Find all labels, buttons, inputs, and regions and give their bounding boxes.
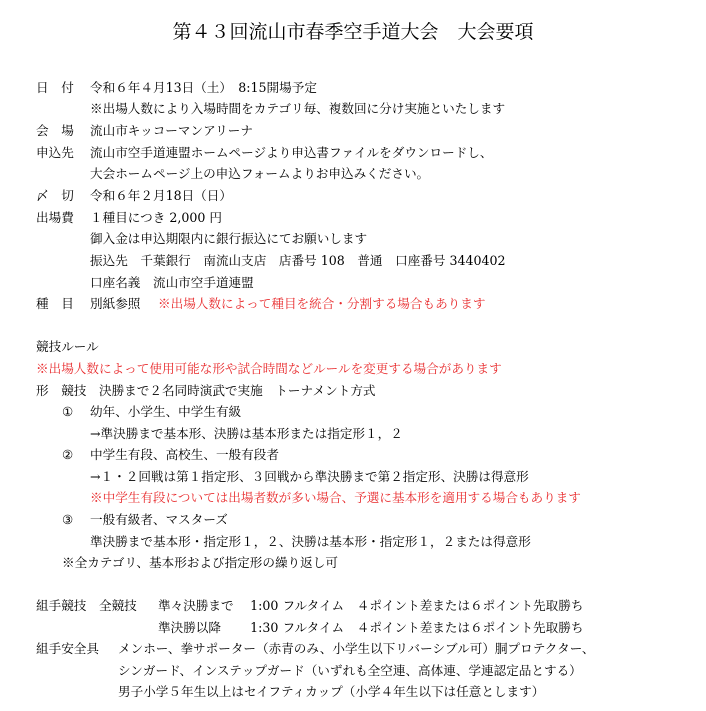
fee-account-name: 口座名義 流山市空手道連盟 — [90, 275, 254, 290]
document-title: 第４３回流山市春季空手道大会 大会要項 — [172, 21, 534, 43]
kata-intro: 形 競技 決勝まで２名同時演武で実施 トーナメント方式 — [36, 383, 376, 398]
gear-line1: メンホー、拳サポーター（赤青のみ、小学生以下リバーシブル可）胴プロテクター、 — [118, 641, 595, 656]
gear-line2: シンガード、インステップガード（いずれも全空連、高体連、学連認定品とする） — [118, 663, 582, 678]
rules-heading: 競技ルール — [36, 339, 99, 354]
deadline-value: 令和６年２月18日（日） — [90, 188, 232, 203]
kata-note: ※全カテゴリ、基本形および指定形の繰り返し可 — [62, 555, 338, 570]
kata-item2-note: ※中学生有段については出場者数が多い場合、予選に基本形を適用する場合もあります — [90, 490, 581, 505]
events-note: ※出場人数によって種目を統合・分割する場合もあります — [158, 296, 486, 311]
date-label: 日 付 — [36, 80, 74, 95]
kumite-label: 組手競技 全競技 — [36, 598, 137, 613]
kata-item1-title: 幼年、小学生、中学生有級 — [90, 404, 242, 419]
application-line1: 流山市空手道連盟ホームページより申込書ファイルをダウンロードし、 — [90, 145, 493, 160]
fee-value: １種目につき 2,000 円 — [90, 210, 222, 225]
date-value: 令和６年４月13日（土） 8:15開場予定 — [90, 80, 317, 95]
kata-item2-title: 中学生有段、高校生、一般有段者 — [90, 447, 279, 462]
gear-line3: 男子小学５年生以上はセイフティカップ（小学４年生以下は任意とします） — [118, 684, 545, 699]
application-label: 申込先 — [36, 145, 74, 160]
kata-item2-detail: →１・２回戦は第１指定形、３回戦から準決勝まで第２指定形、決勝は得意形 — [90, 469, 529, 484]
rules-note: ※出場人数によって使用可能な形や試合時間などルールを変更する場合があります — [36, 361, 502, 376]
events-value: 別紙参照 — [90, 296, 141, 311]
kata-item1-detail: →準決勝まで基本形、決勝は基本形または指定形１，２ — [90, 426, 403, 441]
venue-value: 流山市キッコーマンアリーナ — [90, 123, 253, 138]
kata-item3-mark: ③ — [62, 512, 74, 527]
kumite-row-quarterfinal: 準々決勝まで 1:00 フルタイム ４ポイント差または６ポイント先取勝ち — [158, 598, 584, 613]
deadline-label: 〆 切 — [36, 188, 74, 203]
fee-payment-note: 御入金は申込期限内に銀行振込にてお願いします — [90, 231, 368, 246]
date-note: ※出場人数により入場時間をカテゴリ毎、複数回に分け実施といたします — [90, 101, 506, 116]
fee-label: 出場費 — [36, 210, 74, 225]
application-line2: 大会ホームページ上の申込フォームよりお申込みください。 — [90, 166, 430, 181]
kata-item1-mark: ① — [62, 404, 74, 419]
venue-label: 会 場 — [36, 123, 74, 138]
kata-item3-detail: 準決勝まで基本形・指定形１，２、決勝は基本形・指定形１，２または得意形 — [90, 534, 531, 549]
kumite-row-semifinal: 準決勝以降 1:30 フルタイム ４ポイント差または６ポイント先取勝ち — [158, 620, 584, 635]
gear-label: 組手安全具 — [36, 641, 99, 656]
events-label: 種 目 — [36, 296, 74, 311]
fee-bank-account: 振込先 千葉銀行 南流山支店 店番号 108 普通 口座番号 3440402 — [90, 253, 506, 268]
kata-item2-mark: ② — [62, 447, 74, 462]
kata-item3-title: 一般有級者、マスターズ — [90, 512, 228, 527]
